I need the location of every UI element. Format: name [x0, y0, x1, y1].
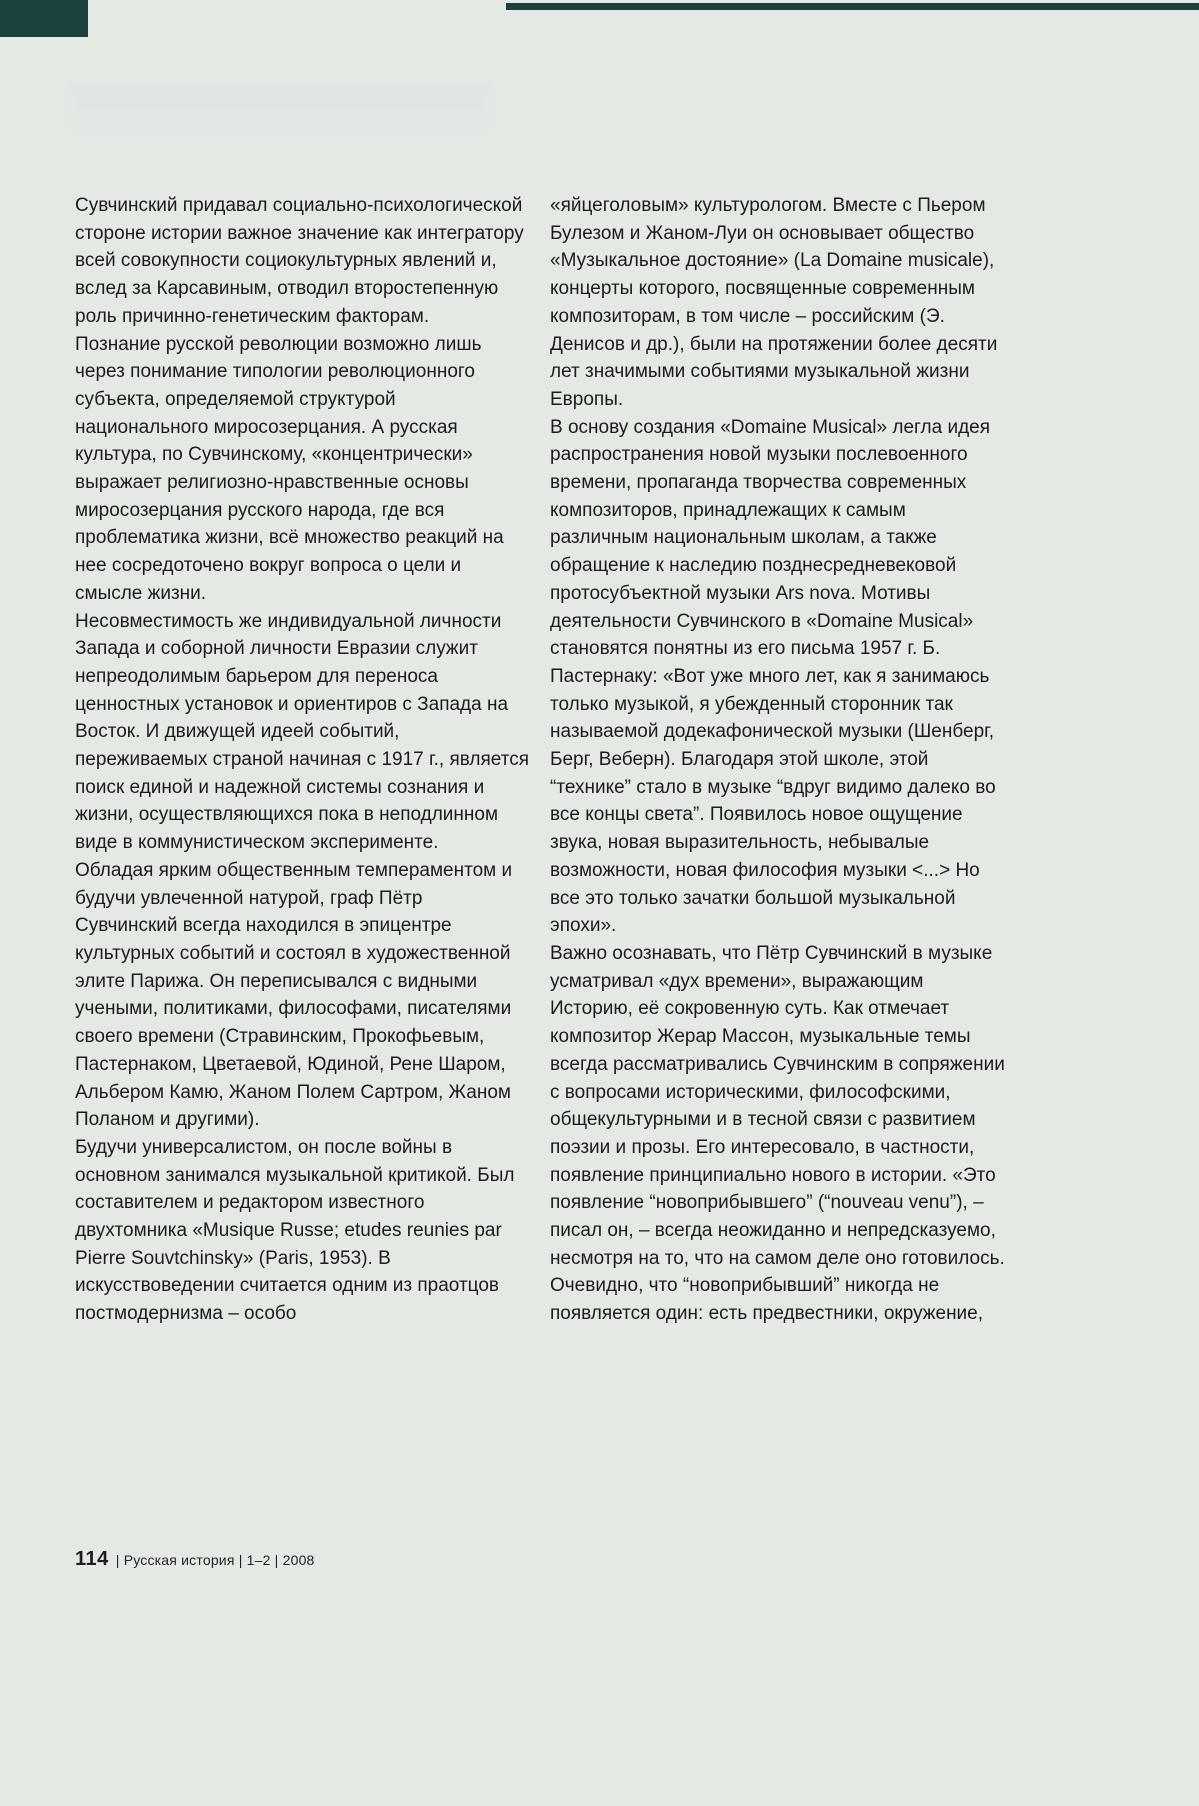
paragraph: Будучи универсалистом, он после войны в основном занимался музыкальной критикой. Был составителем и редактором известного двухтомника «Musique Russe; etudes reunies par Pierre Souvtchinsky» (Paris, 1953). В искусствоведении считается одним из праотцов постмодернизма – особо [75, 1136, 515, 1325]
print-bleed-smudge [70, 82, 490, 134]
footer-journal-info: | Русская история | 1–2 | 2008 [115, 1552, 315, 1568]
paragraph: Сувчинский придавал социально-психологической стороне истории важное значение как интегратору всей совокупности социокультурных явлений и, вслед за Карсавиным, отводил второстепенную роль причинно-генетическим факторам. [75, 195, 524, 327]
page-footer [75, 1548, 315, 1571]
page-number: 114 [75, 1548, 109, 1570]
paragraph: В основу создания «Domaine Musical» легла идея распространения новой музыки послевоенного времени, пропаганда творчества современных композиторов, принадлежащих к самым различным национальным школам, а также обращение к наследию позднесредневековой протосубъектной музыки Ars nova. Мотивы деятельности Сувчинского в «Domaine Musical» становятся понятны из его письма 1957 г. Б. Пастернаку: «Вот уже много лет, как я занимаюсь только музыкой, я убежденный сторонник так называемой додекафонической музыки (Шенберг, Берг, Веберн). Благодаря этой школе, этой “технике” стало в музыке “вдруг видимо далеко во все концы света”. Появилось новое ощущение звука, новая выразительность, небывалые возможности, новая философия музыки <...> Но все это только зачатки большой музыкальной эпохи». [550, 416, 996, 937]
paragraph: Обладая ярким общественным темпераментом и будучи увлеченной натурой, граф Пётр Сувчинский всегда находился в эпицентре культурных событий и состоял в художественной элите Парижа. Он переписывался с видными учеными, политиками, философами, писателями своего времени (Стравинским, Прокофьевым, Пастернаком, Цветаевой, Юдиной, Рене Шаром, Альбером Камю, Жаном Полем Сартром, Жаном Поланом и другими). [75, 859, 513, 1131]
left-column [75, 192, 530, 1328]
paragraph: Познание русской революции возможно лишь через понимание типологии революционного субъекта, определяемой структурой национального миросозерцания. А русская культура, по Сувчинскому, «концентрически» выражает религиозно-нравственные основы миросозерцания русского народа, где вся проблематика жизни, всё множество реакций на нее сосредоточено вокруг вопроса о цели и смысле жизни. [75, 333, 504, 604]
paragraph: Несовместимость же индивидуальной личности Запада и соборной личности Евразии служит непреодолимым барьером для переноса ценностных установок и ориентиров с Запада на Восток. И движущей идеей событий, переживаемых страной начиная с 1917 г., является поиск единой и надежной системы сознания и жизни, осуществляющихся пока в неподлинном виде в коммунистическом эксперименте. [75, 610, 529, 854]
paragraph: «яйцеголовым» культурологом. Вместе с Пьером Булезом и Жаном-Луи он основывает общество «Музыкальное достояние» (La Domaine musicale), концерты которого, посвященные современным композиторам, в том числе – российским (Э. Денисов и др.), были на протяжении более десяти лет значимыми событиями музыкальной жизни Европы. [550, 195, 998, 410]
right-column [550, 192, 1005, 1328]
article-body [75, 192, 1005, 1328]
corner-decoration-block [0, 0, 88, 37]
paragraph: Важно осознавать, что Пётр Сувчинский в музыке усматривал «дух времени», выражающим Историю, её сокровенную суть. Как отмечает композитор Жерар Массон, музыкальные темы всегда рассматривались Сувчинским в сопряжении с вопросами историческими, философскими, общекультурными и в тесной связи с развитием поэзии и прозы. Его интересовало, в частности, появление принципиально нового в истории. «Это появление “новоприбывшего” (“nouveau venu”), – писал он, – всегда неожиданно и непредсказуемо, несмотря на то, что на самом деле оно готовилось. Очевидно, что “новоприбывший” никогда не появляется один: есть предвестники, окружение, [550, 942, 1005, 1325]
top-rule-line [506, 3, 1199, 10]
